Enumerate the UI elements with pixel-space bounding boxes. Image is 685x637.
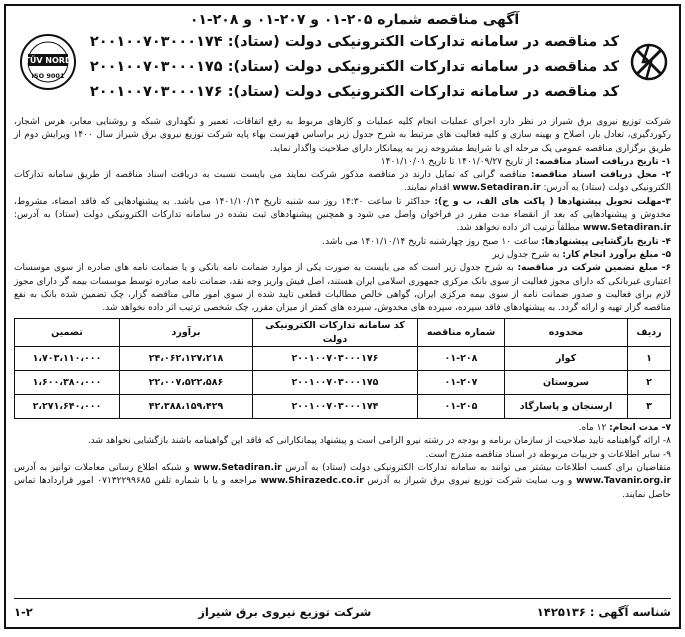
table-cell: ۰۱-۲۰۵ xyxy=(418,395,505,419)
table-header-row xyxy=(15,319,671,347)
item-5 xyxy=(14,249,671,262)
table-cell: ۲ xyxy=(628,371,671,395)
column-header: برآورد xyxy=(120,319,253,347)
svg-text:ISO 9001: ISO 9001 xyxy=(31,72,65,80)
notice-title: آگهی مناقصه شماره ۲۰۵-۰۱ و ۲۰۷-۰۱ و ۲۰۸-۰۱ xyxy=(189,12,520,28)
item-text: اقدام نمایند. xyxy=(403,183,450,194)
column-header: تضمین xyxy=(15,319,120,347)
table-cell: ۱ xyxy=(628,347,671,371)
notice-header xyxy=(14,10,671,116)
item-label: ۵- مبلغ برآورد انجام کار: xyxy=(562,249,671,260)
item-label: ۳-مهلت تحویل پیشنهادها ( پاکت های الف، ب و ج): xyxy=(434,196,671,207)
column-header: شماره مناقصه xyxy=(418,319,505,347)
table-cell: کوار xyxy=(505,347,628,371)
table-cell: ۲۰۰۱۰۰۷۰۳۰۰۰۱۷۴ xyxy=(253,395,418,419)
table-cell: ۳ xyxy=(628,395,671,419)
item-text: به شرح جدول زیر xyxy=(492,249,560,260)
item-text: مطلقاً ترتیب اثر داده نخواهد شد. xyxy=(456,223,580,234)
item-1 xyxy=(14,156,671,169)
item-6 xyxy=(14,262,671,315)
column-header: ردیف xyxy=(628,319,671,347)
item-3 xyxy=(14,196,671,236)
item-text: از تاریخ ۱۴۰۱/۰۹/۲۷ تا تاریخ ۱۴۰۱/۱۰/۰۱ xyxy=(380,156,533,167)
tender-code-line: کد مناقصه در سامانه تدارکات الکترونیکی دولت (ستاد): ۲۰۰۱۰۰۷۰۳۰۰۰۱۷۶ xyxy=(89,84,620,100)
footer-divider xyxy=(14,598,671,599)
closing-paragraph xyxy=(14,462,671,502)
table-row xyxy=(15,395,671,419)
power-company-emblem-icon xyxy=(629,40,669,86)
column-header: محدوده xyxy=(505,319,628,347)
table-row xyxy=(15,371,671,395)
item-label: ۲- محل دریافت اسناد مناقصه: xyxy=(530,170,671,181)
table-cell: ۰۱-۲۰۸ xyxy=(418,347,505,371)
table-cell: ارسنجان و پاسارگاد xyxy=(505,395,628,419)
item-2 xyxy=(14,169,671,196)
company-name: شرکت توزیع نیروی برق شیراز xyxy=(198,605,372,619)
shirazedc-link[interactable]: www.Shirazedc.co.ir xyxy=(260,476,364,487)
intro-paragraph: شرکت توزیع نیروی برق شیراز در نظر دارد اجرای عملیات انجام کلیه عملیات و کارهای مربوط به رفع اتفاقات، تعمیر و نگهداری شبکه و روشنایی معابر، هرس اشجار، رکوردگیری، تعادل بار، اصلاح و بهینه سازی و کلیه فعالیت های مرتبط به شرح جدول زیر براساس فهرست بهاء پایه شرکت توزیع نیروی برق شیراز سال ۱۴۰۰ ویرایش دوم از طریق برگزاری مناقصه عمومی یک مرحله ای با شرایط مشروحه زیر به پیمانکار دارای صلاحیت واگذار نماید. xyxy=(14,117,671,154)
notice-body xyxy=(14,116,671,502)
table-cell: ۲۲،۰۰۷،۵۲۲،۵۸۶ xyxy=(120,371,253,395)
table-cell: ۰۱-۲۰۷ xyxy=(418,371,505,395)
item-text: حداکثر تا ساعت ۱۴:۳۰ روز سه شنبه تاریخ ۱۴۰۱/۱۰/۱۳ می باشد. به پیشنهادهایی که فاقد امضاء، مشروط، مخدوش و پیشنهادهایی که بعد از انقضاء مدت مقرر در فراخوان واصل می شود و همچنین پیشنهادهای ثبت نشده در سامانه تدارکات الکترونیکی دولت (ستاد) به آدرس: xyxy=(14,196,671,221)
item-8 xyxy=(14,435,671,448)
table-cell: ۱،۶۰۰،۳۸۰،۰۰۰ xyxy=(15,371,120,395)
item-label: ۴- تاریخ بازگشایی پیشنهادها: xyxy=(541,236,671,247)
item-label: ۷- مدت انجام: xyxy=(609,423,671,434)
setadiran-link[interactable]: www.Setadiran.ir xyxy=(452,183,541,194)
title-block xyxy=(84,10,625,105)
item-4 xyxy=(14,236,671,249)
closing-text: و وب سایت شرکت توزیع نیروی برق شیراز به آدرس xyxy=(367,476,573,487)
tuv-nord-logo-icon xyxy=(18,32,78,94)
tender-notice xyxy=(4,4,681,629)
closing-text: متقاضیان برای کسب اطلاعات بیشتر می توانند به سامانه تدارکات الکترونیکی دولت (ستاد) به آدرس xyxy=(285,462,671,473)
table-cell: ۲۰۰۱۰۰۷۰۳۰۰۰۱۷۶ xyxy=(253,347,418,371)
item-text: به شرح جدول زیر است که می بایست به صورت یکی از موارد ضمانت نامه بانکی و یا ضمانت نامه های صادره از سوی موسسات اعتباری غیربانکی که دارای مجوز فعالیت از سوی بانک مرکزی جمهوری اسلامی ایران هستند، اصل فیش واریز وجه نقد، ضمانت نامه صادره توسط موسسات بیمه گر دارای مجوز لازم برای فعالیت و صدور ضمانت نامه از سوی بیمه مرکزی ایران، گواهی خالص مطالبات قطعی تایید شده از سوی امور مالی مناقصه گزار، چک تضمین شده بانک به نفع مناقصه گزار تهیه و ارائه گردد. به پیشنهادهای فاقد سپرده، سپرده های مخدوش، سپرده های کمتر از میزان مقرر، چک شخصی ترتیب اثر داده نخواهد شد. xyxy=(14,263,671,314)
tender-code-line: کد مناقصه در سامانه تدارکات الکترونیکی دولت (ستاد): ۲۰۰۱۰۰۷۰۳۰۰۰۱۷۵ xyxy=(89,59,620,75)
notice-footer xyxy=(14,601,671,623)
setadiran-link[interactable]: www.Setadiran.ir xyxy=(193,462,282,473)
item-7 xyxy=(14,422,671,435)
table-cell: سروستان xyxy=(505,371,628,395)
item-text: مناقصه گرانی که تمایل دارند در مناقصه مذکور شرکت نمایند می بایست نسبت به دریافت اسناد مناقصه از طریق سامانه تدارکات الکترونیکی دولت (ستاد) به آدرس: xyxy=(14,170,671,194)
setadiran-link[interactable]: www.Setadiran.ir xyxy=(582,223,671,234)
item-label: ۶- مبلغ تضمین شرکت در مناقصه: xyxy=(517,263,671,274)
item-text: ۹- سایر اطلاعات و جزییات مربوطه در اسناد مناقصه مندرج است. xyxy=(425,449,671,460)
table-cell: ۲،۲۷۱،۶۴۰،۰۰۰ xyxy=(15,395,120,419)
tender-table xyxy=(14,318,671,419)
page-marker: ۱-۲ xyxy=(14,605,33,619)
item-text: ساعت ۱۰ صبح روز چهارشنبه تاریخ ۱۴۰۱/۱۰/۱۴ می باشد. xyxy=(322,236,539,247)
closing-text: مراجعه و یا با شماره تلفن ۰۷۱۳۲۲۹۹۶۸۵ امور قراردادها تماس حاصل نمایند. xyxy=(14,476,671,500)
svg-text:TÜV NORD: TÜV NORD xyxy=(24,56,72,65)
item-label: ۱- تاریخ دریافت اسناد مناقصه: xyxy=(535,156,671,167)
column-header: کد سامانه تدارکات الکترونیکی دولت xyxy=(253,319,418,347)
closing-text: و شبکه اطلاع رسانی معاملات توانیر به آدرس xyxy=(14,462,190,473)
tavanir-link[interactable]: www.Tavanir.org.ir xyxy=(576,476,671,487)
item-text: ۱۲ ماه. xyxy=(578,423,607,434)
item-9 xyxy=(14,449,671,462)
table-row xyxy=(15,347,671,371)
ad-id: شناسه آگهی : ۱۴۲۵۱۳۶ xyxy=(536,605,671,619)
table-cell: ۴۲،۳۸۸،۱۵۹،۴۲۹ xyxy=(120,395,253,419)
item-text: ۸- ارائه گواهینامه تایید صلاحیت از سازمان برنامه و بودجه در رشته نیرو الزامی است و پیشنهاد پیمانکارانی که فاقد این گواهینامه باشند بازگشایی نخواهد شد. xyxy=(87,436,671,447)
table-cell: ۱،۷۰۳،۱۱۰،۰۰۰ xyxy=(15,347,120,371)
tender-code-line: کد مناقصه در سامانه تدارکات الکترونیکی دولت (ستاد): ۲۰۰۱۰۰۷۰۳۰۰۰۱۷۴ xyxy=(89,34,620,50)
table-cell: ۲۰۰۱۰۰۷۰۳۰۰۰۱۷۵ xyxy=(253,371,418,395)
table-cell: ۲۴،۰۶۲،۱۲۷،۲۱۸ xyxy=(120,347,253,371)
